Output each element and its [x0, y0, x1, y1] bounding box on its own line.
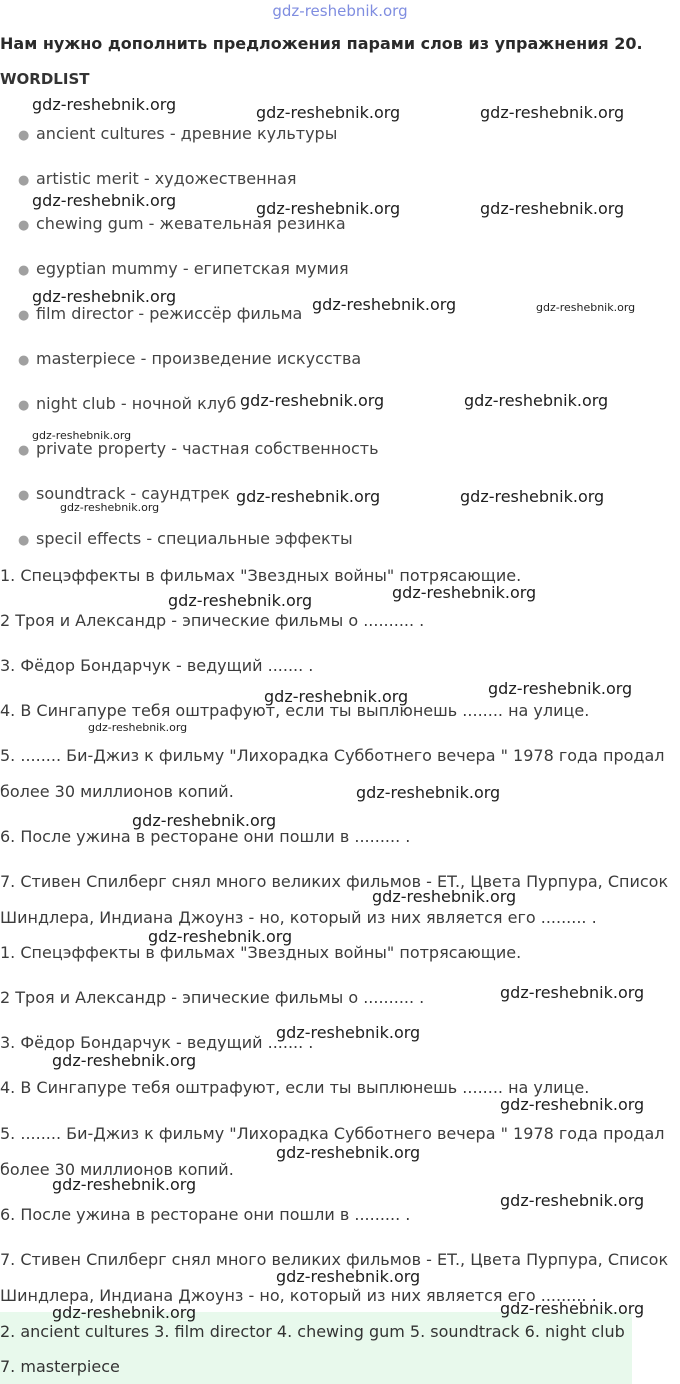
bullet-icon: ●	[18, 218, 30, 233]
sentence-line: 4. В Сингапуре тебя оштрафуют, если ты выплюнешь ........ на улице.	[0, 701, 590, 720]
watermark: gdz-reshebnik.org	[52, 1303, 197, 1322]
bullet-icon: ●	[18, 398, 30, 413]
page-heading: Нам нужно дополнить предложения парами слов из упражнения 20.	[0, 34, 643, 53]
sentence-line: 6. После ужина в ресторане они пошли в ......... .	[0, 827, 411, 846]
watermark: gdz-reshebnik.org	[500, 983, 645, 1002]
wordlist-item: ● egyptian mummy - египетская мумия	[18, 259, 349, 278]
sentence-line: 6. После ужина в ресторане они пошли в ......... .	[0, 1205, 411, 1224]
watermark: gdz-reshebnik.org	[168, 591, 313, 610]
watermark: gdz-reshebnik.org	[88, 721, 188, 734]
bullet-icon: ●	[18, 533, 30, 548]
sentence-line: 7. Стивен Спилберг снял много великих фильмов - ET., Цвета Пурпура, Список	[0, 1250, 669, 1269]
sentence-line: 4. В Сингапуре тебя оштрафуют, если ты выплюнешь ........ на улице.	[0, 1078, 590, 1097]
watermark: gdz-reshebnik.org	[276, 1143, 421, 1162]
sentence-line: Шиндлера, Индиана Джоунз - но, который из них является его ......... .	[0, 908, 597, 927]
bullet-icon: ●	[18, 353, 30, 368]
sentence-line: 2 Троя и Александр - эпические фильмы о .......... .	[0, 611, 425, 630]
wordlist-title: WORDLIST	[0, 70, 90, 88]
watermark: gdz-reshebnik.org	[32, 429, 132, 442]
answer-line: 2. ancient cultures 3. film director 4. chewing gum 5. soundtrack 6. night club	[0, 1322, 625, 1341]
bullet-icon: ●	[18, 488, 30, 503]
watermark: gdz-reshebnik.org	[32, 287, 177, 306]
watermark: gdz-reshebnik.org	[460, 487, 605, 506]
watermark: gdz-reshebnik.org	[148, 927, 293, 946]
wordlist-item: ● soundtrack - саундтрек	[18, 484, 230, 503]
watermark: gdz-reshebnik.org	[500, 1191, 645, 1210]
watermark: gdz-reshebnik.org	[536, 301, 636, 314]
wordlist-item: ● chewing gum - жевательная резинка	[18, 214, 346, 233]
watermark: gdz-reshebnik.org	[488, 679, 633, 698]
bullet-icon: ●	[18, 128, 30, 143]
watermark: gdz-reshebnik.org	[52, 1175, 197, 1194]
bullet-icon: ●	[18, 308, 30, 323]
sentence-line: 7. Стивен Спилберг снял много великих фильмов - ET., Цвета Пурпура, Список	[0, 872, 669, 891]
watermark: gdz-reshebnik.org	[372, 887, 517, 906]
watermark: gdz-reshebnik.org	[464, 391, 609, 410]
wordlist-item: ● ancient cultures - древние культуры	[18, 124, 338, 143]
sentence-line: 3. Фёдор Бондарчук - ведущий ....... .	[0, 1033, 314, 1052]
watermark: gdz-reshebnik.org	[312, 295, 457, 314]
sentence-line: 1. Спецэффекты в фильмах "Звездных войны" потрясающие.	[0, 566, 522, 585]
watermark: gdz-reshebnik.org	[60, 501, 160, 514]
sentence-line: 5. ........ Би-Джиз к фильму "Лихорадка Субботнего вечера " 1978 года продал	[0, 746, 665, 765]
sentence-line: более 30 миллионов копий.	[0, 782, 234, 801]
bullet-icon: ●	[18, 173, 30, 188]
watermark: gdz-reshebnik.org	[132, 811, 277, 830]
wordlist-item: ● specil effects - специальные эффекты	[18, 529, 353, 548]
bullet-icon: ●	[18, 263, 30, 278]
sentence-line: 3. Фёдор Бондарчук - ведущий ....... .	[0, 656, 314, 675]
wordlist-item: ● masterpiece - произведение искусства	[18, 349, 362, 368]
watermark: gdz-reshebnik.org	[480, 199, 625, 218]
sentence-line: 1. Спецэффекты в фильмах "Звездных войны" потрясающие.	[0, 943, 522, 962]
watermark: gdz-reshebnik.org	[236, 487, 381, 506]
watermark: gdz-reshebnik.org	[500, 1095, 645, 1114]
watermark: gdz-reshebnik.org	[500, 1299, 645, 1318]
watermark: gdz-reshebnik.org	[264, 687, 409, 706]
bullet-icon: ●	[18, 443, 30, 458]
answer-line: 7. masterpiece	[0, 1357, 120, 1376]
watermark: gdz-reshebnik.org	[256, 103, 401, 122]
wordlist-item: ● night club - ночной клуб	[18, 394, 237, 413]
sentence-line: 5. ........ Би-Джиз к фильму "Лихорадка Субботнего вечера " 1978 года продал	[0, 1124, 665, 1143]
wordlist-item: ● artistic merit - художественная	[18, 169, 297, 188]
watermark: gdz-reshebnik.org	[32, 191, 177, 210]
watermark: gdz-reshebnik.org	[480, 103, 625, 122]
watermark: gdz-reshebnik.org	[276, 1023, 421, 1042]
watermark: gdz-reshebnik.org	[356, 783, 501, 802]
wordlist-item: ● film director - режиссёр фильма	[18, 304, 303, 323]
sentence-line: более 30 миллионов копий.	[0, 1160, 234, 1179]
sentence-line: 2 Троя и Александр - эпические фильмы о .......... .	[0, 988, 425, 1007]
watermark: gdz-reshebnik.org	[276, 1267, 421, 1286]
watermark: gdz-reshebnik.org	[52, 1051, 197, 1070]
watermark: gdz-reshebnik.org	[256, 199, 401, 218]
top-watermark: gdz-reshebnik.org	[272, 2, 408, 20]
sentence-line: Шиндлера, Индиана Джоунз - но, который из них является его ......... .	[0, 1286, 597, 1305]
wordlist-item: ● private property - частная собственность	[18, 439, 379, 458]
watermark: gdz-reshebnik.org	[392, 583, 537, 602]
watermark: gdz-reshebnik.org	[32, 95, 177, 114]
watermark: gdz-reshebnik.org	[240, 391, 385, 410]
